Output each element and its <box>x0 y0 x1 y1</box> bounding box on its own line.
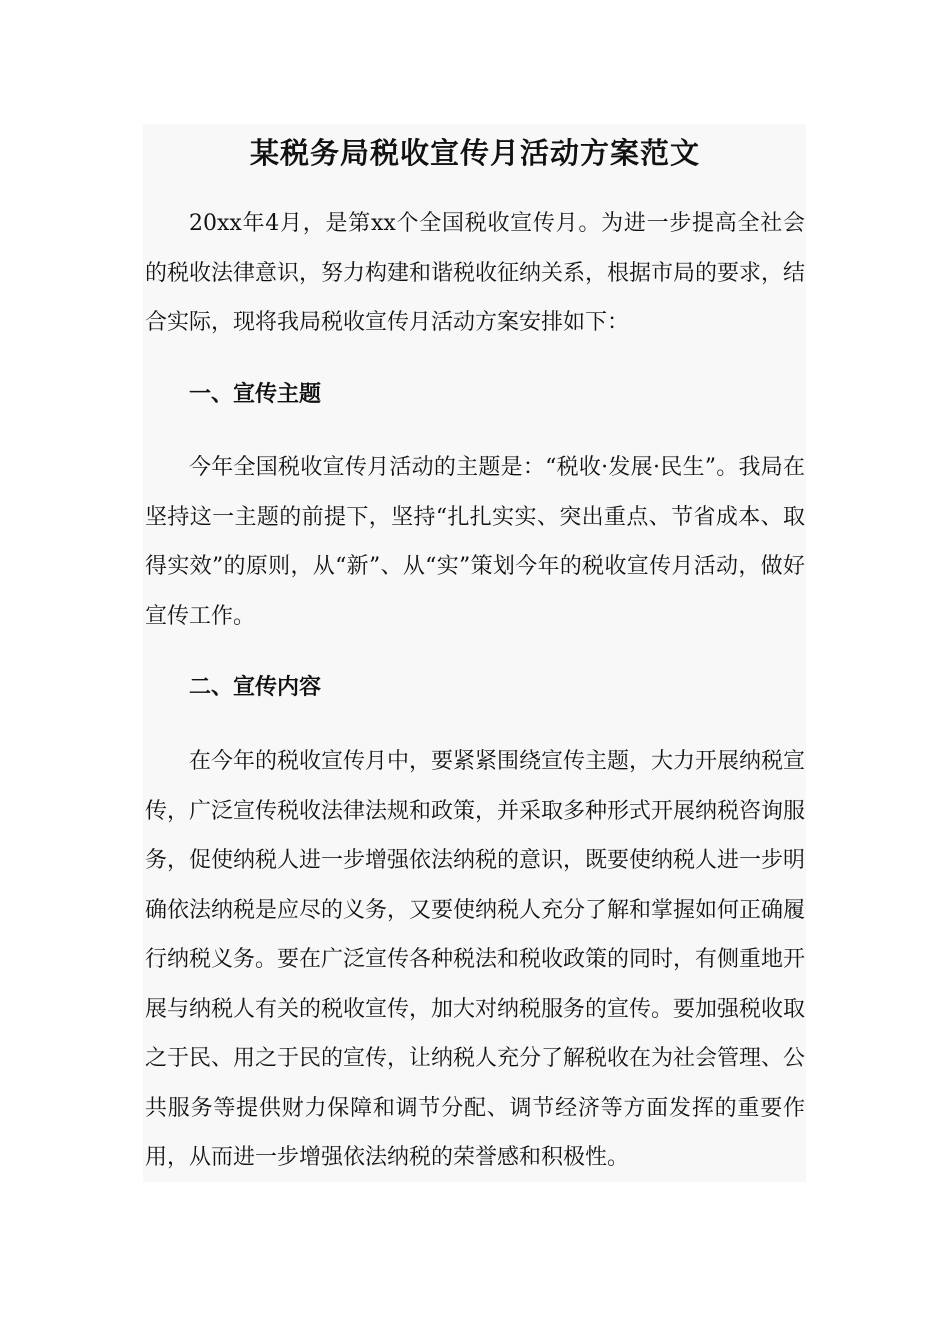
section-heading-content: 二、宣传内容 <box>189 675 322 700</box>
intro-paragraph: 20xx年4月，是第xx个全国税收宣传月。为进一步提高全社会的税收法律意识，努力构建和谐税收征纳关系，根据市局的要求，结合实际，现将我局税收宣传月活动方案安排如下： <box>145 211 806 335</box>
section-body-theme: 今年全国税收宣传月活动的主题是：“税收·发展·民生”。我局在坚持这一主题的前提下，坚持“扎扎实实、突出重点、节省成本、取得实效”的原则，从“新”、从“实”策划今年的税收宣传月活动，做好宣传工作。 <box>145 455 805 629</box>
document-title: 某税务局税收宣传月活动方案范文 <box>249 136 700 170</box>
section-heading-theme: 一、宣传主题 <box>189 382 322 407</box>
section-body-content: 在今年的税收宣传月中，要紧紧围绕宣传主题，大力开展纳税宣传，广泛宣传税收法律法规和政策，并采取多种形式开展纳税咨询服务，促使纳税人进一步增强依法纳税的意识，既要使纳税人进一步明确依法纳税是应尽的义务，又要使纳税人充分了解和掌握如何正确履行纳税义务。要在广泛宣传各种税法和税收政策的同时，有侧重地开展与纳税人有关的税收宣传，加大对纳税服务的宣传。要加强税收取之于民、用之于民的宣传，让纳税人充分了解税收在为社会管理、公共服务等提供财力保障和调节分配、调节经济等方面发挥的重要作用，从而进一步增强依法纳税的荣誉感和积极性。 <box>145 749 806 1170</box>
